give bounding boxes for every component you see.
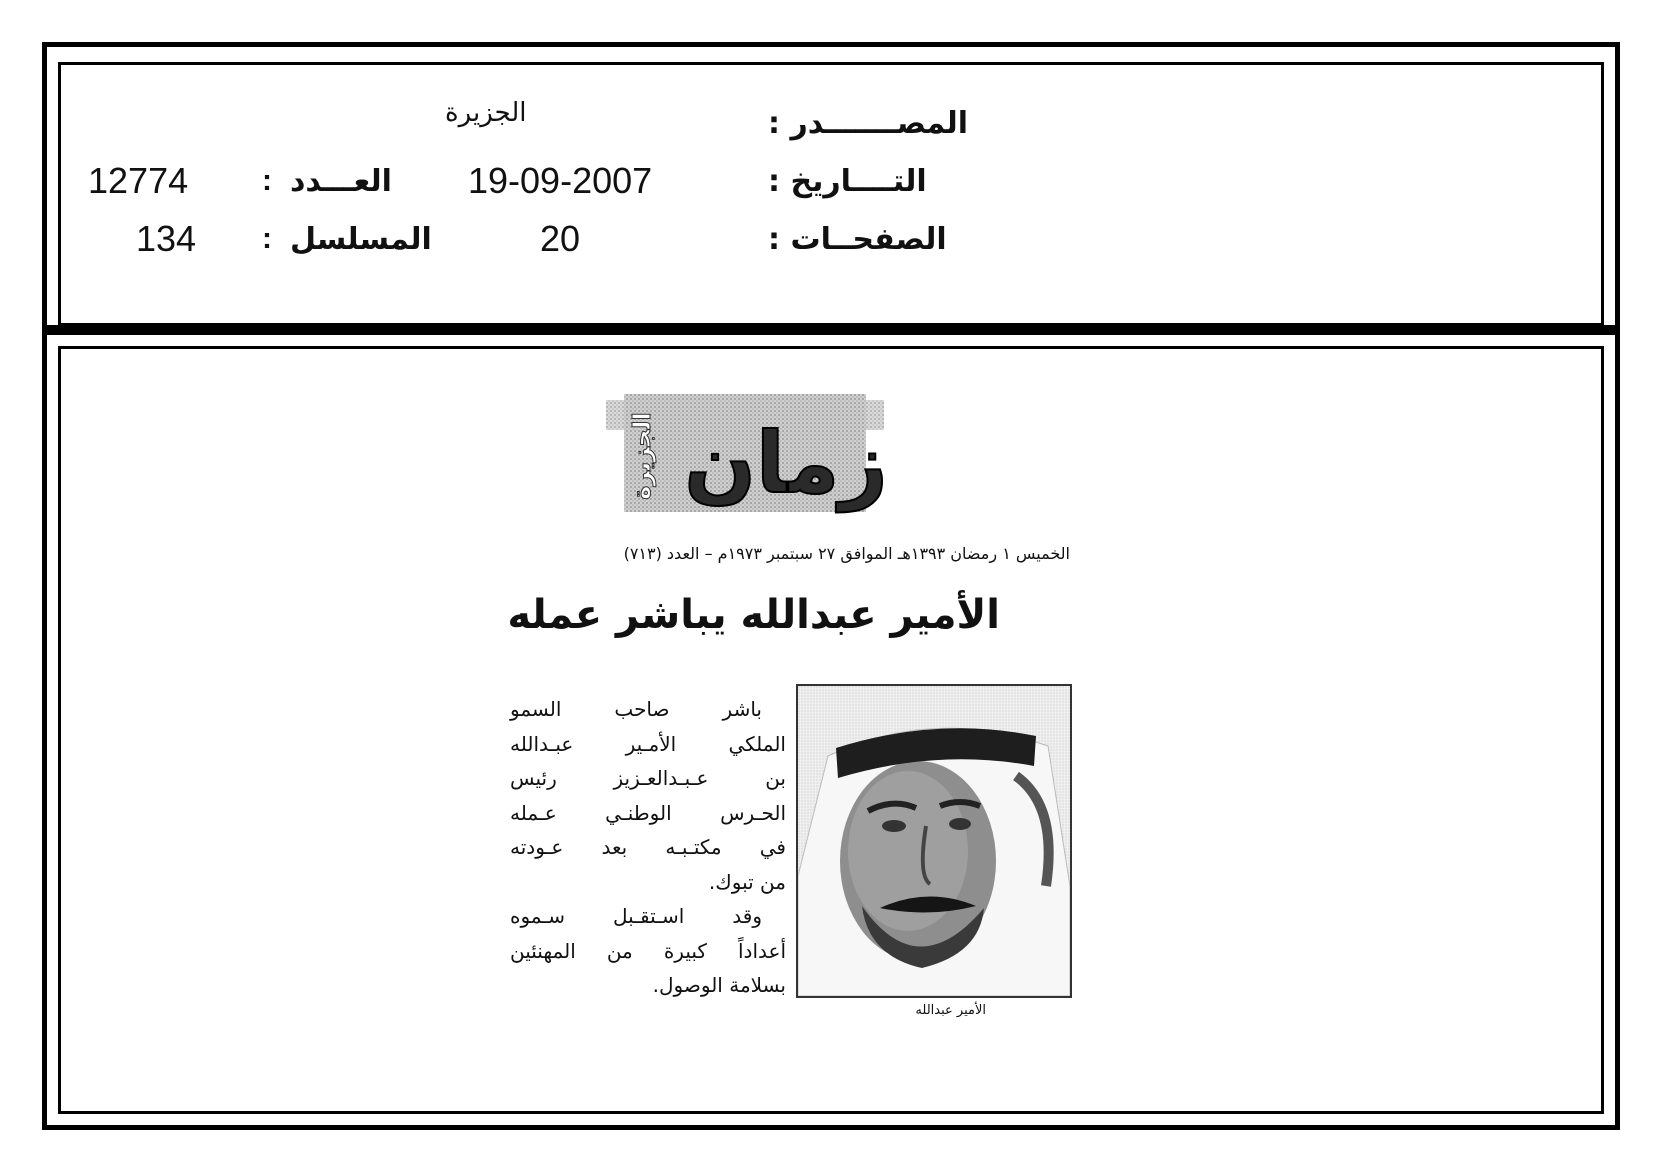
source-label: المصـــــــدر :	[768, 106, 969, 141]
logo-sub-text: الجزيرة	[628, 412, 656, 500]
issue-label: العـــدد	[290, 164, 392, 199]
serial-label: المسلسل	[290, 222, 432, 257]
photo-caption: الأمير عبدالله	[915, 1003, 986, 1018]
article-line: الملكي الأمـير عبـدالله	[510, 731, 786, 756]
pages-label: الصفحــات :	[768, 222, 947, 257]
issue-value: 12774	[88, 160, 189, 201]
source-value: الجزيرة	[445, 98, 527, 128]
article-headline: الأمير عبدالله يباشر عمله	[507, 592, 1000, 638]
article-line: من تبوك.	[708, 869, 786, 894]
portrait-photo	[796, 684, 1072, 998]
newspaper-logo	[606, 386, 884, 518]
article-line: في مكتـبـه بعد عـودته	[510, 835, 786, 859]
article-line: بن عـبـدالعـزيز رئيس	[510, 766, 786, 790]
article-line: بسلامة الوصول.	[652, 973, 786, 997]
article-line: أعداداً كبيرة من المهنئين	[510, 938, 786, 963]
pages-value: 20	[540, 218, 581, 259]
issue-colon: :	[262, 164, 272, 197]
clipping-date-line: الخميس ١ رمضان ١٣٩٣هـ الموافق ٢٧ سبتمبر ١٩٧٣م – العدد (٧١٣)	[623, 544, 1070, 563]
portrait-illustration	[798, 686, 1070, 996]
date-value: 19-09-2007	[468, 160, 653, 201]
serial-value: 134	[136, 218, 197, 259]
article-body	[510, 692, 786, 1003]
article-line: وقد اسـتقـبل سـموه	[510, 904, 762, 928]
article-line: الحـرس الوطنـي عـمله	[510, 800, 786, 825]
date-label: التــــاريخ :	[768, 164, 927, 199]
article-line: باشر صاحب السمو	[510, 697, 762, 721]
serial-colon: :	[262, 222, 272, 255]
logo-main-text: زمان	[684, 414, 884, 512]
logo-graphic	[606, 386, 884, 518]
